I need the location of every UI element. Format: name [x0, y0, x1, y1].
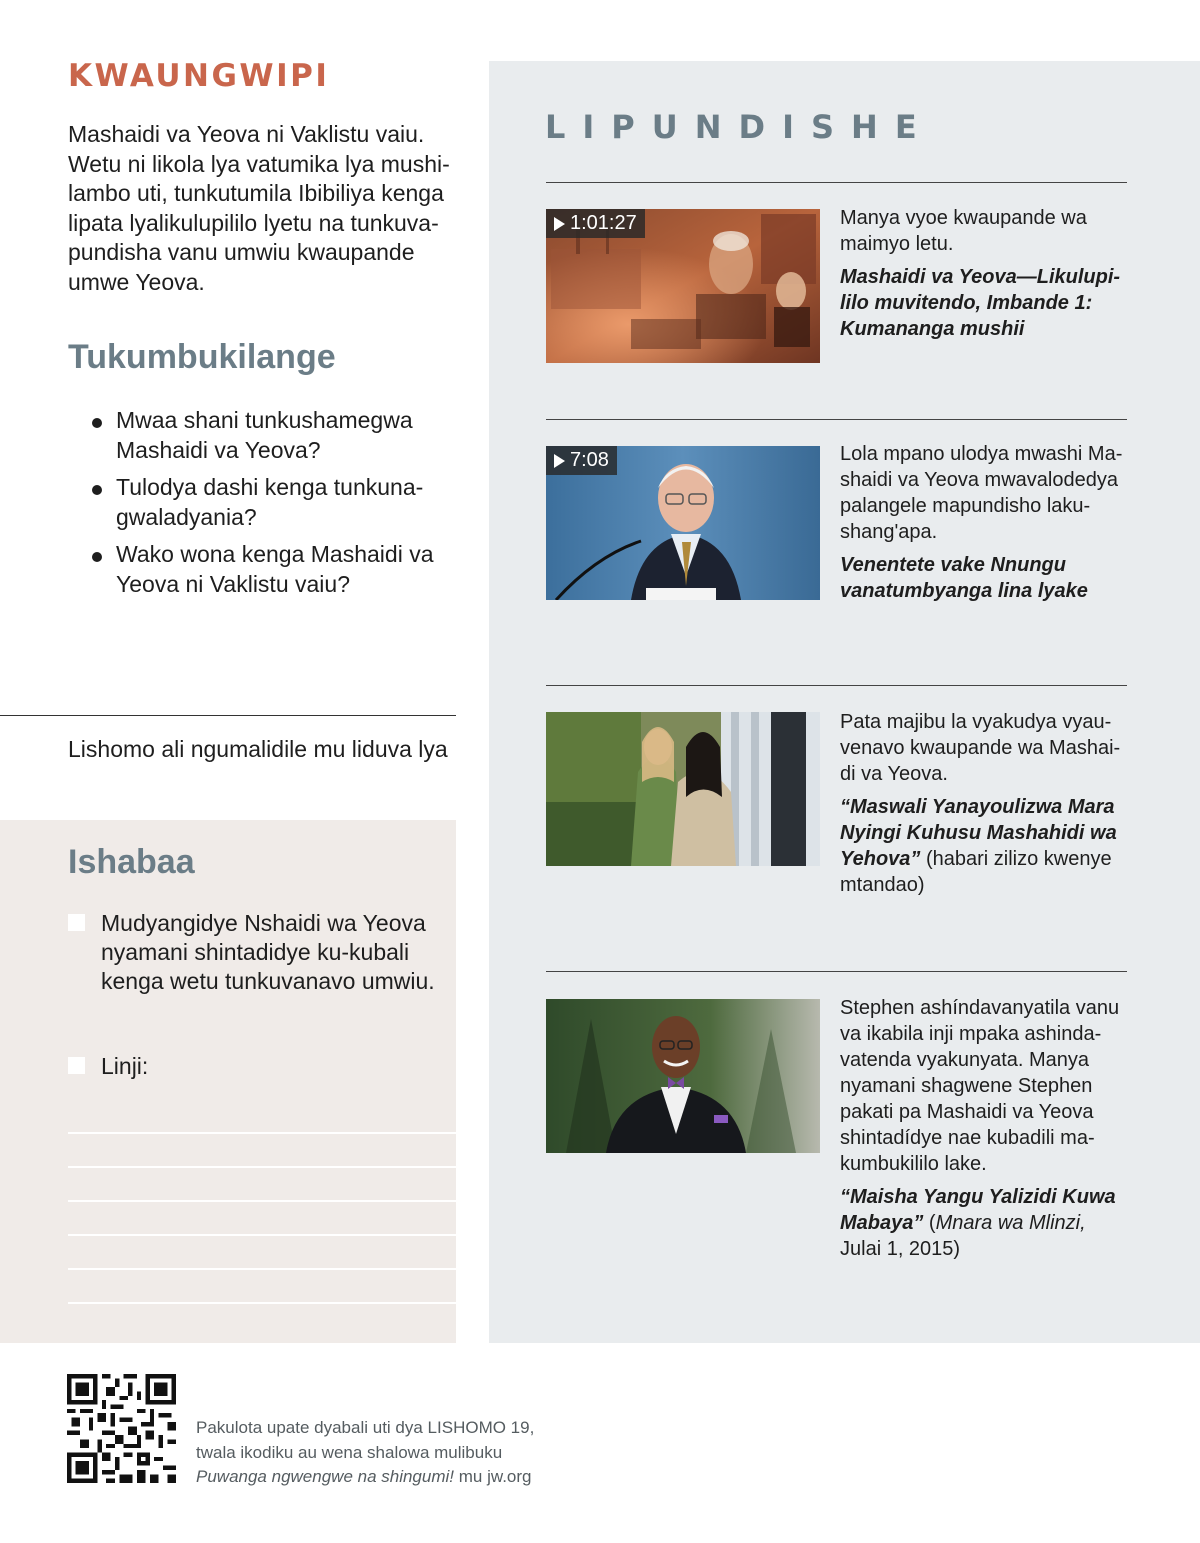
- footer-website[interactable]: mu jw.org: [454, 1467, 532, 1486]
- goal-checkbox[interactable]: [68, 914, 85, 931]
- resource-divider: [546, 182, 1127, 183]
- write-line[interactable]: [68, 1100, 456, 1134]
- goal-item-text: Linji:: [101, 1053, 149, 1079]
- goal-item-text: Mudyangidye Nshaidi wa Yeova nyamani shintadidye ku-kubali kenga wetu tunkuvanavo umwiu.: [101, 910, 435, 994]
- resource-text: [840, 205, 1130, 342]
- resource-divider: [546, 971, 1127, 972]
- footer-line: Pakulota upate dyabali uti dya LISHOMO 19,: [196, 1418, 535, 1437]
- resource-description: Manya vyoe kwaupande wa maimyo letu.: [840, 207, 1087, 255]
- citation-note-prefix: (: [923, 1212, 936, 1234]
- play-icon: [554, 454, 565, 468]
- review-question-text: Wako wona kenga Mashaidi va Yeova ni Vaklistu vaiu?: [116, 541, 434, 597]
- article-image-stephen[interactable]: [546, 999, 820, 1153]
- article-image-women-door[interactable]: [546, 712, 820, 866]
- video-duration-badge: [546, 446, 617, 475]
- bullet-icon: [92, 418, 102, 428]
- write-line[interactable]: [68, 1134, 456, 1168]
- resource-text: [840, 441, 1130, 604]
- man-in-suit-image: [546, 999, 820, 1153]
- video-thumbnail-speaker[interactable]: [546, 446, 820, 600]
- resource-citation[interactable]: Mashaidi va Yeova—Likulupi-lilo muvitendo, Imbande 1: Kumananga mushii: [840, 266, 1121, 340]
- video-duration: 7:08: [570, 449, 609, 471]
- resource-text: [840, 709, 1130, 898]
- footer-text: [196, 1416, 616, 1490]
- resource-divider: [546, 419, 1127, 420]
- resource-citation[interactable]: [840, 794, 1130, 898]
- goal-item-other: [68, 1052, 438, 1081]
- bullet-icon: [92, 485, 102, 495]
- lesson-completed-line: Lishomo ali ngumalidile mu liduva lya: [68, 736, 448, 762]
- goal-heading: Ishabaa: [68, 843, 195, 881]
- write-line[interactable]: [68, 1202, 456, 1236]
- resource-description: Lola mpano ulodya mwashi Ma-shaidi va Yeova mwavalodedya palangele mapundisho laku-shang'apa.: [840, 443, 1123, 543]
- video-duration: 1:01:27: [570, 212, 637, 234]
- goal-checkbox[interactable]: [68, 1057, 85, 1074]
- two-women-at-door-image: [546, 712, 820, 866]
- review-question-text: Mwaa shani tunkushamegwa Mashaidi va Yeova?: [116, 407, 413, 463]
- review-question: [92, 406, 452, 465]
- citation-note-suffix: Julai 1, 2015): [840, 1238, 961, 1260]
- video-thumbnail-history[interactable]: [546, 209, 820, 363]
- review-heading: Tukumbukilange: [68, 338, 336, 376]
- review-question: [92, 540, 452, 599]
- summary-paragraph: Mashaidi va Yeova ni Vaklistu vaiu. Wetu ni likola lya vatumika lya mushi-lambo uti, tunkutumila Ibibiliya kenga lipata lyalikulupililo lyetu na tunkuva-pundisha vanu umwiu kwaupande umwe Yeova.: [68, 121, 450, 295]
- resources-heading: LIPUNDISHE: [545, 108, 934, 146]
- qr-code-icon[interactable]: [67, 1374, 176, 1483]
- resource-description: Pata majibu la vyakudya vyau-venavo kwaupande wa Mashai-di va Yeova.: [840, 711, 1121, 785]
- goal-item: [68, 909, 438, 996]
- write-line[interactable]: [68, 1168, 456, 1202]
- resource-description: Stephen ashíndavanyatila vanu va ikabila inji mpaka ashinda-vatenda vyakunyata. Manya nyamani shagwene Stephen pakati pa Mashaidi va Yeova shintadídye nae kubadili ma-kumbukililo lake.: [840, 997, 1120, 1175]
- video-duration-badge: [546, 209, 645, 238]
- resource-divider: [546, 685, 1127, 686]
- resource-citation[interactable]: [840, 1184, 1130, 1262]
- review-question: [92, 473, 452, 532]
- bullet-icon: [92, 552, 102, 562]
- resource-citation-note: (habari zilizo kwenye mtandao): [840, 848, 1112, 896]
- resource-citation-title: “Maswali Yanayoulizwa Mara Nyingi Kuhusu Mashahidi wa Yehova”: [840, 796, 1117, 870]
- write-line[interactable]: [68, 1236, 456, 1270]
- section-divider: [0, 715, 456, 716]
- write-in-lines[interactable]: [68, 1100, 456, 1304]
- resource-citation-title: “Maisha Yangu Yalizidi Kuwa Mabaya”: [840, 1186, 1116, 1234]
- write-line[interactable]: [68, 1270, 456, 1304]
- citation-note-italic: Mnara wa Mlinzi,: [935, 1212, 1086, 1234]
- play-icon: [554, 217, 565, 231]
- review-questions: [92, 406, 452, 607]
- footer-app-name[interactable]: Puwanga ngwengwe na shingumi!: [196, 1467, 455, 1486]
- resource-citation[interactable]: Venentete vake Nnungu vanatumbyanga lina lyake: [840, 554, 1088, 602]
- summary-title: KWAUNGWIPI: [68, 58, 330, 94]
- footer-line: twala ikodiku au wena shalowa mulibuku: [196, 1442, 503, 1462]
- resource-text: [840, 995, 1130, 1262]
- review-question-text: Tulodya dashi kenga tunkuna-gwaladyania?: [116, 474, 424, 530]
- footer-line: [196, 1465, 616, 1490]
